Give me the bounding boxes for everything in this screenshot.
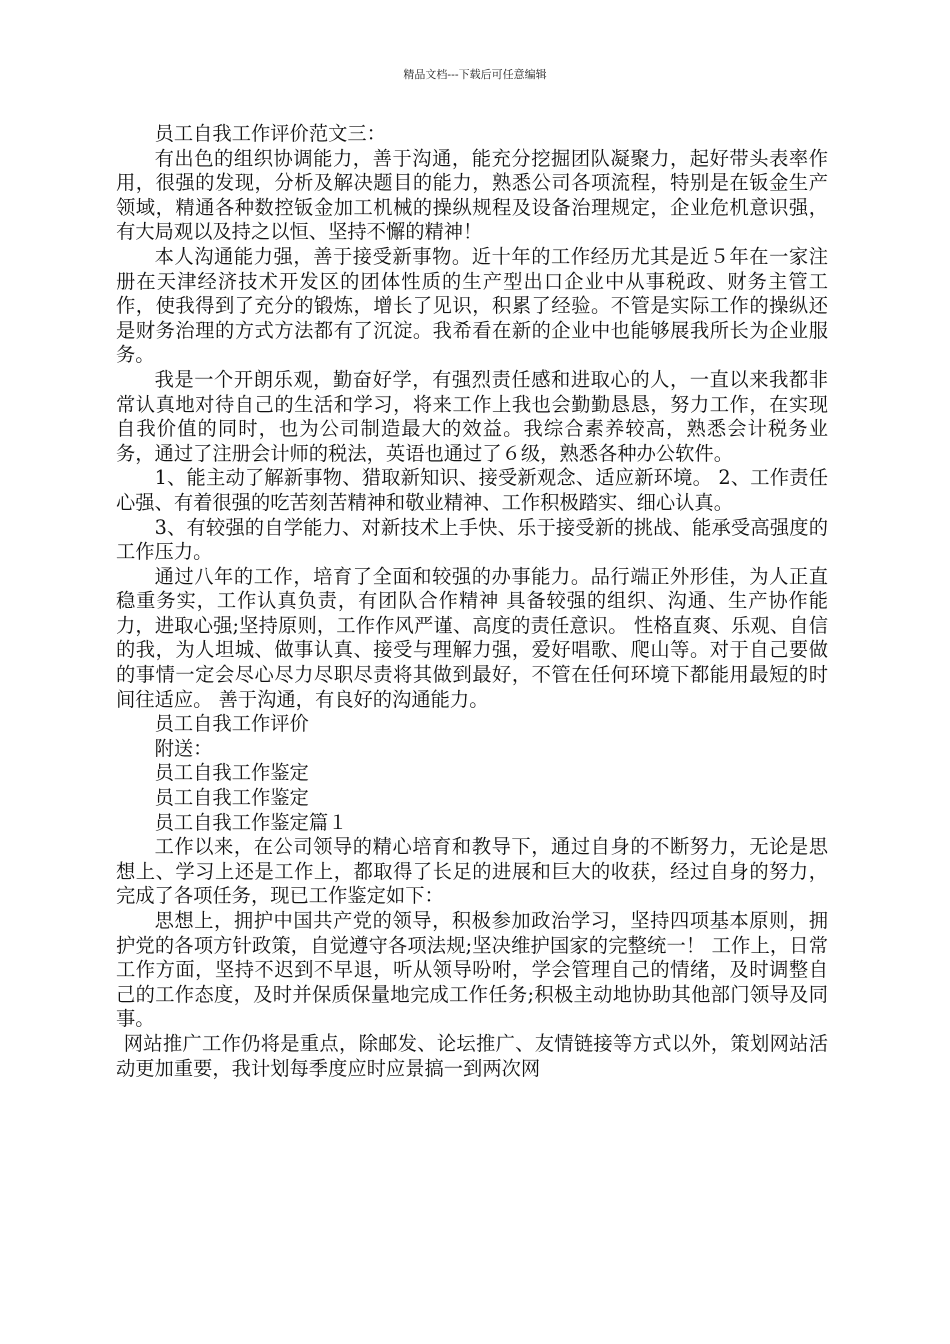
paragraph: 3、有较强的自学能力、对新技术上手快、乐于接受新的挑战、能承受高强度的工作压力。: [116, 515, 828, 564]
paragraph: 本人沟通能力强，善于接受新事物。近十年的工作经历尤其是近５年在一家注册在天津经济技术开发区的团体性质的生产型出口企业中从事税政、财务主管工作，使我得到了充分的锻炼，增长了见识，积累了经验。不管是实际工作的操纵还是财务治理的方式方法都有了沉淀。我希看在新的企业中也能够展我所长为企业服务。: [116, 244, 828, 367]
paragraph: 有出色的组织协调能力，善于沟通，能充分挖掘团队凝聚力，起好带头表率作用，很强的发现，分析及解决题目的能力，熟悉公司各项流程，特别是在钣金生产领域，精通各种数控钣金加工机械的操纵规程及设备治理规定，企业危机意识强，有大局观以及持之以恒、坚持不懈的精神！: [116, 146, 828, 244]
section-heading: 员工自我工作鉴定篇１: [154, 810, 348, 834]
paragraph: 我是一个开朗乐观，勤奋好学，有强烈责任感和进取心的人，一直以来我都非常认真地对待自己的生活和学习，将来工作上我也会勤勤恳恳，努力工作，在实现自我价值的同时，也为公司制造最大的效益。我综合素养较高，熟悉会计税务业务，通过了注册会计师的税法，英语也通过了６级，熟悉各种办公软件。: [116, 367, 828, 465]
section-heading: 员工自我工作评价范文三：: [154, 122, 386, 145]
paragraph: 工作以来，在公司领导的精心培育和教导下，通过自身的不断努力，无论是思想上、学习上还是工作上，都取得了长足的进展和巨大的收获，经过自身的努力，完成了各项任务，现已工作鉴定如下：: [116, 835, 828, 908]
paragraph: 通过八年的工作，培育了全面和较强的办事能力。品行端正外形佳，为人正直稳重务实，工作认真负责，有团队合作精神 具备较强的组织、沟通、生产协作能力，进取心强;坚持原则，工作作风严谨、高度的责任意识。 性格直爽、乐观、自信的我，为人坦城、做事认真、接受与理解力强，爱好唱歌、爬山等。对于自己要做的事情一定会尽心尽力尽职尽责将其做到最好，不管在任何环境下都能用最短的时间往适应。 善于沟通，有良好的沟通能力。: [116, 564, 828, 711]
page-header: 精品文档---下载后可任意编辑: [403, 68, 547, 81]
document-body: [116, 122, 828, 1081]
paragraph: 思想上，拥护中国共产党的领导，积极参加政治学习，坚持四项基本原则，拥护党的各项方针政策，自觉遵守各项法规;坚决维护国家的完整统一！ 工作上，日常工作方面，坚持不迟到不早退，听从领导吩咐，学会管理自己的情绪，及时调整自己的工作态度，及时并保质保量地完成工作任务;积极主动地协助其他部门领导及同事。: [116, 909, 828, 1031]
section-heading: 附送：: [154, 736, 213, 760]
section-heading: 员工自我工作鉴定: [154, 786, 309, 810]
section-heading: 员工自我工作鉴定: [154, 761, 309, 785]
section-heading: 员工自我工作评价: [154, 712, 309, 736]
paragraph: 1、能主动了解新事物、猎取新知识、接受新观念、适应新环境。 2、工作责任心强、有着很强的吃苦刻苦精神和敬业精神、工作积极踏实、细心认真。: [116, 466, 828, 514]
paragraph: 网站推广工作仍将是重点，除邮发、论坛推广、友情链接等方式以外，策划网站活动更加重要，我计划每季度应时应景搞一到两次网: [116, 1031, 828, 1080]
